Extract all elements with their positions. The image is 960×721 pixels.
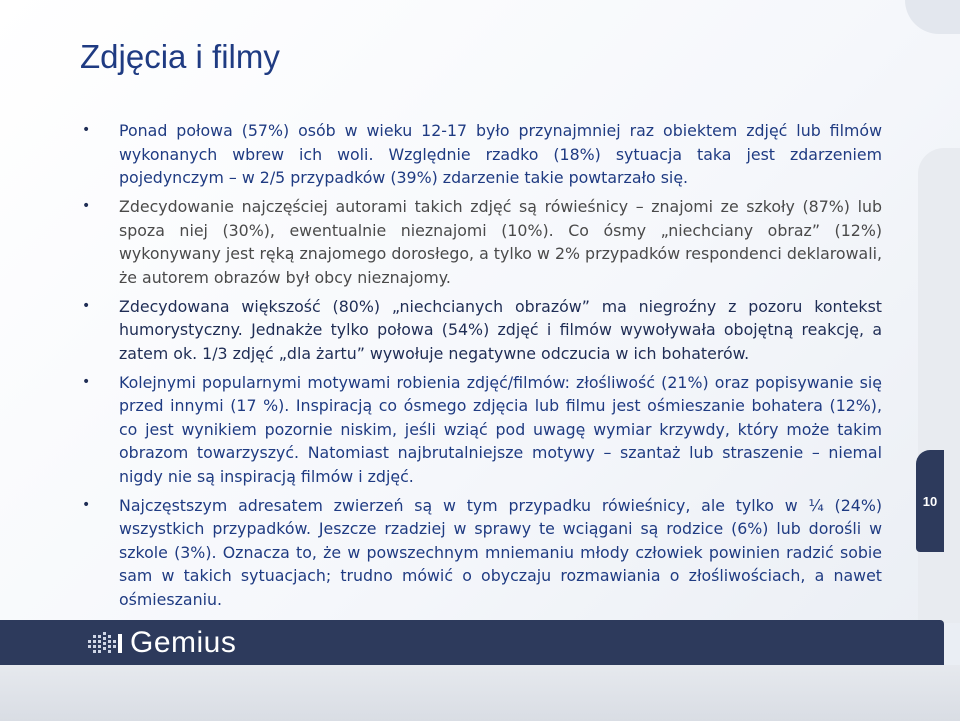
bottom-band [0, 665, 960, 721]
page-number: 10 [922, 493, 938, 509]
bullet-dot-icon: • [82, 297, 91, 314]
bullet-dot-icon: • [82, 373, 91, 390]
bullet-dot-icon: • [82, 122, 91, 138]
page-title: Zdjęcia i filmy [80, 38, 280, 75]
bullet-item [80, 195, 882, 289]
bullet-text: Najczęstszym adresatem zwierzeń są w tym przypadku rówieśnicy, ale tylko w ¼ (24%) wszystkich przypadków. Jeszcze rzadziej w sprawy te wciągani są rodzice (6%) lub dorośli w szkole (3%). Oznacza to, że w powszechnym mniemaniu młody człowiek powinien radzić sobie sam w takich sytuacjach; trudno mówić o obyczaju rozmawiania o złośliwościach, a nawet ośmieszaniu. [119, 495, 882, 610]
bullet-text: Zdecydowana większość (80%) „niechcianych obrazów” ma niegroźny z pozoru kontekst humorystyczny. Jednakże tylko połowa (54%) zdjęć i filmów wywoływała obojętną reakcję, a zatem ok. 1/3 zdjęć „dla żartu” wywołuje negatywne odczucia w ich bohaterów. [119, 296, 882, 363]
bullet-text: Ponad połowa (57%) osób w wieku 12-17 było przynajmniej raz obiektem zdjęć lub filmów wykonanych wbrew ich woli. Względnie rzadko (18%) sytuacja taka jest zdarzeniem pojedynczym – w 2/5 przypadków (39%) zdarzenie takie powtarzało się. [119, 121, 882, 188]
bullet-item [80, 119, 882, 190]
bullet-item [80, 371, 882, 489]
bullet-item [80, 295, 882, 366]
logo-text: Gemius [130, 626, 237, 659]
bullet-item [80, 494, 882, 612]
gemius-logo-mark-icon [88, 632, 124, 654]
bullet-text: Kolejnymi popularnymi motywami robienia zdjęć/filmów: złośliwość (21%) oraz popisywanie się przed innymi (17 %). Inspiracją co ósmego zdjęcia lub filmu jest ośmieszanie bohatera (12%), co jest wynikiem pozornie niskim, jeśli wziąć pod uwagę wymiar krzywdy, który może takim obrazom towarzyszyć. Natomiast najbrutalniejsze motywy – szantaż lub straszenie – niemal nigdy nie są inspiracją filmów i zdjęć. [119, 372, 882, 486]
bullet-text: Zdecydowanie najczęściej autorami takich zdjęć są rówieśnicy – znajomi ze szkoły (87%) lub spoza niej (30%), ewentualnie nieznajomi (10%). Co ósmy „niechciany obraz” (12%) wykonywany jest ręką znajomego dorosłego, a tylko w 2% przypadków respondenci deklarowali, że autorem obrazów był obcy nieznajomy. [119, 196, 882, 287]
page-number-tab [916, 450, 944, 552]
bullet-list [80, 119, 882, 617]
bullet-dot-icon: • [82, 197, 91, 214]
gemius-logo [88, 625, 236, 661]
bullet-dot-icon: • [82, 496, 91, 513]
